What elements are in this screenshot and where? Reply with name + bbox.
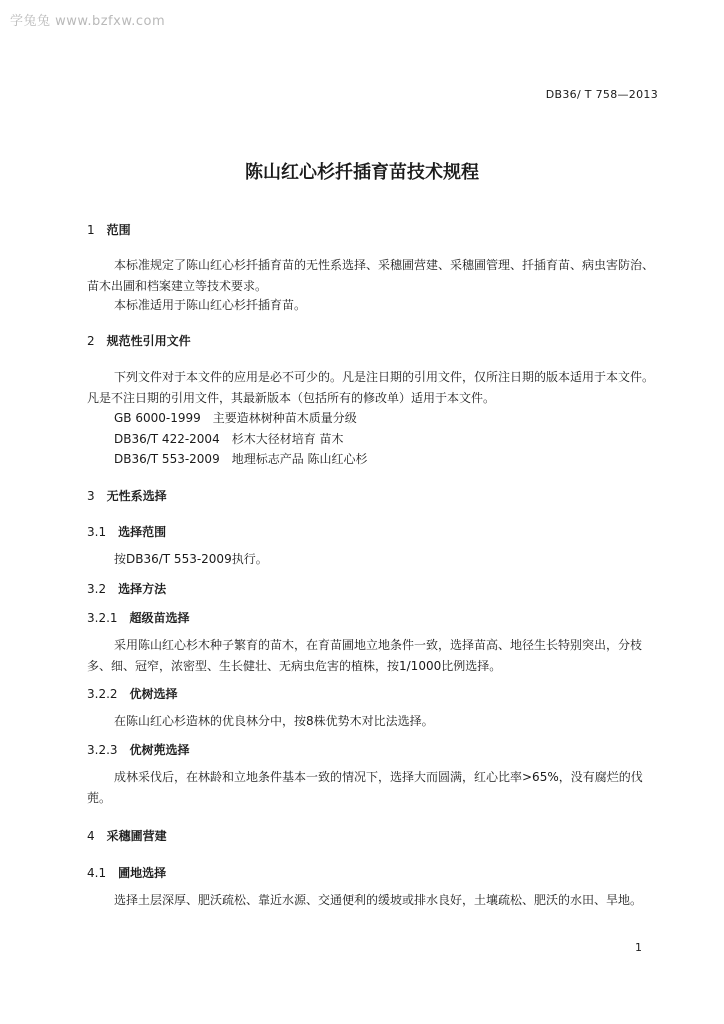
- paragraph-3-2-3: 成林采伐后，在林龄和立地条件基本一致的情况下，选择大而圆满，红心比率>65%，没有腐烂的伐蔸。: [87, 770, 643, 805]
- heading-text: 优树选择: [129, 687, 178, 701]
- heading-text: 无性系选择: [106, 489, 167, 503]
- heading-text: 采穗圃营建: [106, 829, 167, 843]
- heading-4-1: [87, 864, 166, 881]
- heading-number: 3.2: [87, 582, 107, 596]
- reference-item: DB36/T 553-2009 地理标志产品 陈山红心杉: [114, 452, 368, 466]
- heading-text: 选择方法: [118, 582, 167, 596]
- reference-item: DB36/T 422-2004 杉木大径材培育 苗木: [114, 432, 344, 446]
- page-title: 陈山红心杉扦插育苗技术规程: [245, 162, 479, 183]
- heading-text: 范围: [106, 223, 131, 237]
- heading-1: [87, 221, 131, 238]
- heading-number: 3.2.3: [87, 743, 118, 757]
- paragraph-references: 下列文件对于本文件的应用是必不可少的。凡是注日期的引用文件，仅所注日期的版本适用于本文件。凡是不注日期的引用文件，其最新版本（包括所有的修改单）适用于本文件。: [87, 370, 655, 405]
- heading-3-2-1: [87, 609, 190, 626]
- paragraph-3-1: 按DB36/T 553-2009执行。: [114, 552, 268, 566]
- document-code: DB36/ T 758—2013: [545, 88, 658, 101]
- heading-text: 规范性引用文件: [106, 334, 191, 348]
- heading-3-2-2: [87, 685, 178, 702]
- page-number: 1: [635, 941, 642, 954]
- heading-text: 超级苗选择: [129, 611, 190, 625]
- heading-number: 1: [87, 223, 95, 237]
- heading-3: [87, 487, 167, 504]
- paragraph-scope-1: 本标准规定了陈山红心杉扦插育苗的无性系选择、采穗圃营建、采穗圃管理、扦插育苗、病虫害防治、苗木出圃和档案建立等技术要求。: [87, 258, 655, 293]
- heading-number: 2: [87, 334, 95, 348]
- heading-text: 圃地选择: [118, 866, 167, 880]
- paragraph-4-1: 选择土层深厚、肥沃疏松、靠近水源、交通便利的缓坡或排水良好，土壤疏松、肥沃的水田、旱地。: [114, 893, 643, 907]
- heading-text: 选择范围: [118, 525, 167, 539]
- heading-2: [87, 332, 191, 349]
- watermark: 学兔兔 www.bzfxw.com: [10, 14, 166, 29]
- heading-number: 3: [87, 489, 95, 503]
- heading-3-1: [87, 523, 166, 540]
- heading-number: 4: [87, 829, 95, 843]
- heading-number: 3.1: [87, 525, 107, 539]
- paragraph-scope-2: 本标准适用于陈山红心杉扦插育苗。: [114, 298, 307, 312]
- reference-item: GB 6000-1999 主要造林树种苗木质量分级: [114, 411, 357, 425]
- paragraph-3-2-1: 采用陈山红心杉木种子繁育的苗木，在育苗圃地立地条件一致，选择苗高、地径生长特别突出，分枝多、细、冠窄，浓密型、生长健壮、无病虫危害的植株，按1/1000比例选择。: [87, 638, 643, 673]
- paragraph-3-2-2: 在陈山红心杉造林的优良林分中，按8株优势木对比法选择。: [114, 714, 434, 728]
- heading-text: 优树蔸选择: [129, 743, 190, 757]
- heading-4: [87, 827, 167, 844]
- heading-3-2-3: [87, 741, 190, 758]
- heading-number: 4.1: [87, 866, 107, 880]
- heading-number: 3.2.1: [87, 611, 118, 625]
- heading-3-2: [87, 580, 166, 597]
- heading-number: 3.2.2: [87, 687, 118, 701]
